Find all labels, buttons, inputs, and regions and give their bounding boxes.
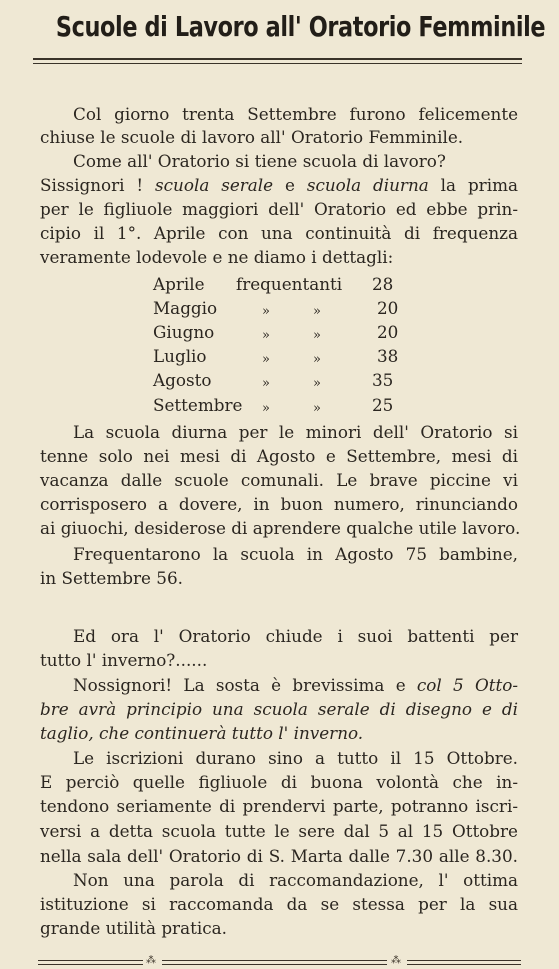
emphasis-evening-school: scuola serale <box>155 175 274 195</box>
body-line: ai giuochi, desiderose di aprendere qualche utile lavoro. <box>40 518 521 538</box>
footer-ornament <box>38 955 521 968</box>
ditto-mark: » <box>262 376 270 391</box>
body-line: E perciò quelle figliuole di buona volontà che in- <box>40 772 518 792</box>
body-line: tendono seriamente di prendervi parte, potranno iscri- <box>40 796 518 816</box>
body-line: bre avrà principio una scuola serale di disegno e di <box>40 699 518 719</box>
body-line: corrisposero a dovere, in buon numero, rinunciando <box>40 494 518 514</box>
body-line: cipio il 1°. Aprile con una continuità di frequenza <box>40 223 518 243</box>
body-line: Sissignori ! scuola serale e scuola diurna la prima <box>40 175 518 195</box>
title-rule-lower <box>33 63 522 64</box>
ditto-mark: » <box>313 328 321 343</box>
ditto-mark: » <box>262 352 270 367</box>
body-line: Come all' Oratorio si tiene scuola di lavoro? <box>73 151 446 171</box>
body-line: Nossignori! La sosta è brevissima e col 5 Otto- <box>73 675 519 695</box>
body-line: La scuola diurna per le minori dell' Oratorio si <box>73 422 518 442</box>
ditto-mark: » <box>262 304 270 319</box>
body-line: istituzione si raccomanda da se stessa per la sua <box>40 894 518 914</box>
body-line: Non una parola di raccomandazione, l' ottima <box>73 870 518 890</box>
body-line: Le iscrizioni durano sino a tutto il 15 Ottobre. <box>73 748 518 768</box>
body-line: taglio, che continuerà tutto l' inverno. <box>40 723 364 743</box>
body-line: versi a detta scuola tutte le sere dal 5 al 15 Ottobre <box>40 821 518 841</box>
month-cell: Giugno <box>153 322 215 342</box>
count-cell: 28 <box>372 274 394 294</box>
ornament-icon: ⁂ <box>146 955 156 966</box>
count-cell: 20 <box>377 298 399 318</box>
article-title: Scuole di Lavoro all' Oratorio Femminile <box>55 10 546 43</box>
month-cell: Settembre <box>153 395 243 415</box>
count-cell: 20 <box>377 322 399 342</box>
title-rule-upper <box>33 58 522 60</box>
count-cell: 35 <box>372 370 394 390</box>
ornament-icon: ⁂ <box>391 955 401 966</box>
body-line: Frequentarono la scuola in Agosto 75 bambine, <box>73 544 518 564</box>
body-line: per le figliuole maggiori dell' Oratorio ed ebbe prin- <box>40 199 518 219</box>
month-cell: Maggio <box>153 298 218 318</box>
ditto-mark: » <box>262 401 270 416</box>
column-header: frequentanti <box>236 274 343 294</box>
body-line: vacanza dalle scuole comunali. Le brave piccine vi <box>40 470 518 490</box>
ditto-mark: » <box>313 376 321 391</box>
body-line: Col giorno trenta Settembre furono felicemente <box>73 104 518 124</box>
body-line: chiuse le scuole di lavoro all' Oratorio Femminile. <box>40 127 464 147</box>
month-cell: Agosto <box>153 370 212 390</box>
ditto-mark: » <box>313 304 321 319</box>
ditto-mark: » <box>262 328 270 343</box>
count-cell: 38 <box>377 346 399 366</box>
body-line: grande utilità pratica. <box>40 918 227 938</box>
body-line: in Settembre 56. <box>40 568 183 588</box>
ditto-mark: » <box>313 401 321 416</box>
month-cell: Aprile <box>153 274 205 294</box>
body-line: tutto l' inverno?...... <box>40 650 208 670</box>
ditto-mark: » <box>313 352 321 367</box>
body-line: Ed ora l' Oratorio chiude i suoi battenti per <box>73 626 518 646</box>
emphasis-day-school: scuola diurna <box>306 175 429 195</box>
body-line: tenne solo nei mesi di Agosto e Settembre, mesi di <box>40 446 518 466</box>
month-cell: Luglio <box>153 346 207 366</box>
emphasis-start-date: col 5 Otto- <box>416 675 519 695</box>
body-line: nella sala dell' Oratorio di S. Marta dalle 7.30 alle 8.30. <box>40 846 518 866</box>
body-line: veramente lodevole e ne diamo i dettagli: <box>40 247 394 267</box>
count-cell: 25 <box>372 395 394 415</box>
